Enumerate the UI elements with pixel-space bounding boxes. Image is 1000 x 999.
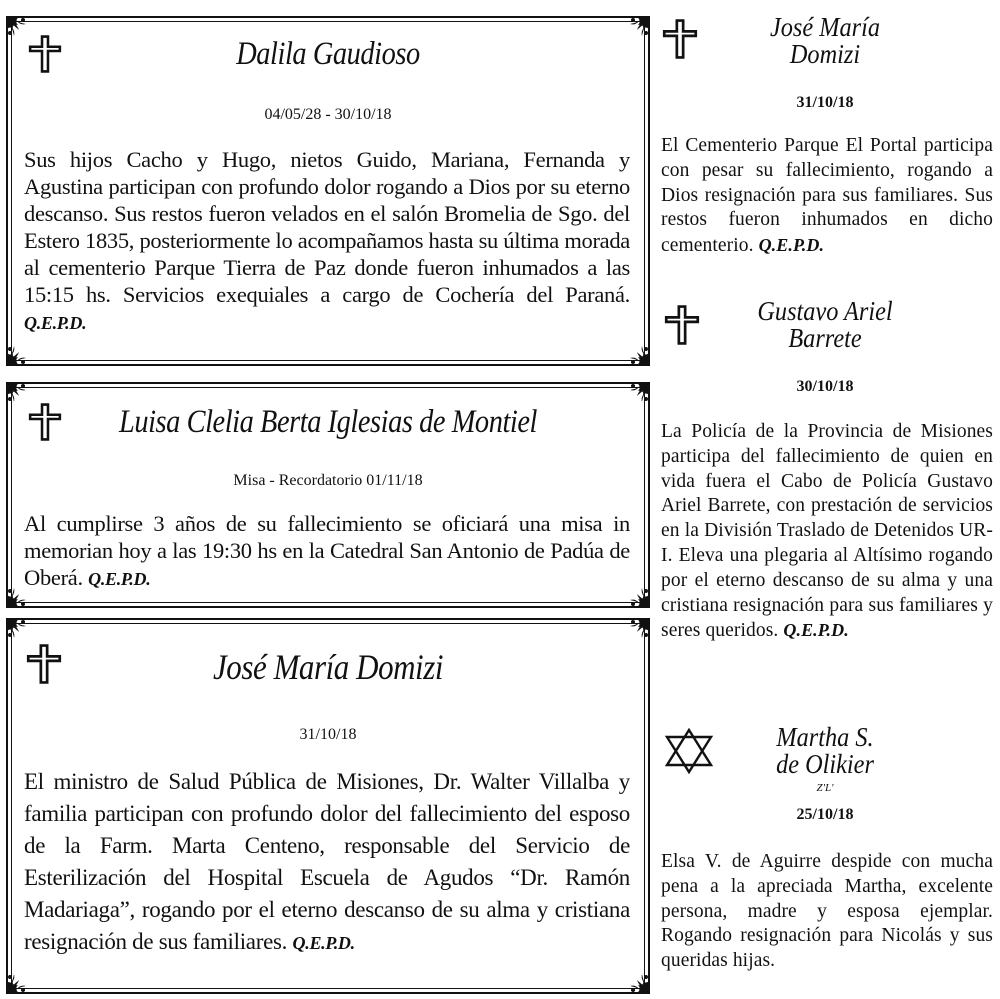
notice-date: 30/10/18 [796,378,854,395]
cross-icon [664,304,700,346]
qepd-label: Q.E.P.D. [292,933,355,953]
notice-date: Misa - Recordatorio 01/11/18 [233,472,423,489]
cross-icon [662,18,698,60]
notice-date: 25/10/18 [796,806,854,823]
notice-jose-maria-domizi [6,618,650,994]
name-line-1: Martha S. [776,722,874,752]
notice-body: El Cementerio Parque El Portal participa con pesar su fallecimiento, rogando a Dios resignación para sus familiares. Sus restos fueron inhumados en dicho cementerio. [661,135,993,257]
notice-body: El ministro de Salud Pública de Misiones, Dr. Walter Villalba y familia participan con profundo dolor del fallecimiento del esposo de la Farm. Marta Centeno, responsable del Servicio de Esterilización del Hospital Escuela de Agudos “Dr. Ramón Madariaga”, rogando por el eterno descanso de su alma y cristiana resignación de sus familiares. [24,769,630,954]
hebrew-note: Z'L' [816,782,834,794]
deceased-name: Luisa Clelia Berta Iglesias de Montiel [118,404,537,440]
corner-ornament-icon [624,382,650,408]
qepd-label: Q.E.P.D. [758,235,825,256]
notice-text [24,146,630,337]
notice-text [24,510,630,593]
corner-ornament-icon [624,340,650,366]
corner-ornament-icon [624,968,650,994]
notice-text [661,134,993,259]
notice-date: 04/05/28 - 30/10/18 [264,106,392,123]
notice-luisa-iglesias [6,382,650,608]
corner-ornament-icon [624,618,650,644]
qepd-label: Q.E.P.D. [88,569,151,589]
deceased-name: José María Domizi [212,647,444,687]
qepd-label: Q.E.P.D. [24,313,87,333]
name-line-1: José María [769,12,880,42]
notice-text [661,420,993,644]
star-of-david-icon [664,728,714,774]
name-line-2: Barrete [788,323,862,353]
deceased-name [713,14,938,68]
corner-ornament-icon [624,16,650,42]
notice-text [24,766,630,959]
qepd-label: Q.E.P.D. [783,620,849,641]
name-line-2: Domizi [789,39,861,69]
name-line-1: Gustavo Ariel [757,296,893,326]
notice-body: Sus hijos Cacho y Hugo, nietos Guido, Mariana, Fernanda y Agustina participan con profundo dolor rogando a Dios por su eterno descanso. Sus restos fueron velados en el salón Bromelia de Sgo. del Estero 1835, posteriormente lo acompañamos hasta su última morada al cementerio Parque Tierra de Paz donde fueron inhumados a las 15:15 hs. Servicios exequiales a cargo de Cochería del Paraná. [24,147,630,307]
notice-body: Elsa V. de Aguirre despide con mucha pena a la apreciada Martha, excelente persona, madre y esposa ejemplar. Rogando resignación para Nicolás y sus queridas hijas. [661,851,993,972]
corner-ornament-icon [6,968,32,994]
deceased-name [713,298,938,352]
notice-body: La Policía de la Provincia de Misiones participa del fallecimiento de quien en vida fuera el Cabo de Policía Gustavo Ariel Barrete, con prestación de servicios en la División Traslado de Detenidos UR-I. Eleva una plegaria al Altísimo rogando por el eterno descanso de su alma y una cristiana resignación para sus familiares y seres queridos. [661,421,993,642]
notice-text [661,850,993,974]
deceased-name: Dalila Gaudioso [236,36,420,72]
deceased-name [713,724,938,778]
name-line-2: de Olikier [776,749,874,779]
notice-body: Al cumplirse 3 años de su fallecimiento se oficiará una misa in memorian hoy a las 19:30 hs en la Catedral San Antonio de Padúa de Oberá. [24,511,630,590]
notice-date: 31/10/18 [796,94,854,111]
corner-ornament-icon [6,340,32,366]
notice-dalila-gaudioso [6,16,650,366]
notice-date: 31/10/18 [299,726,357,743]
